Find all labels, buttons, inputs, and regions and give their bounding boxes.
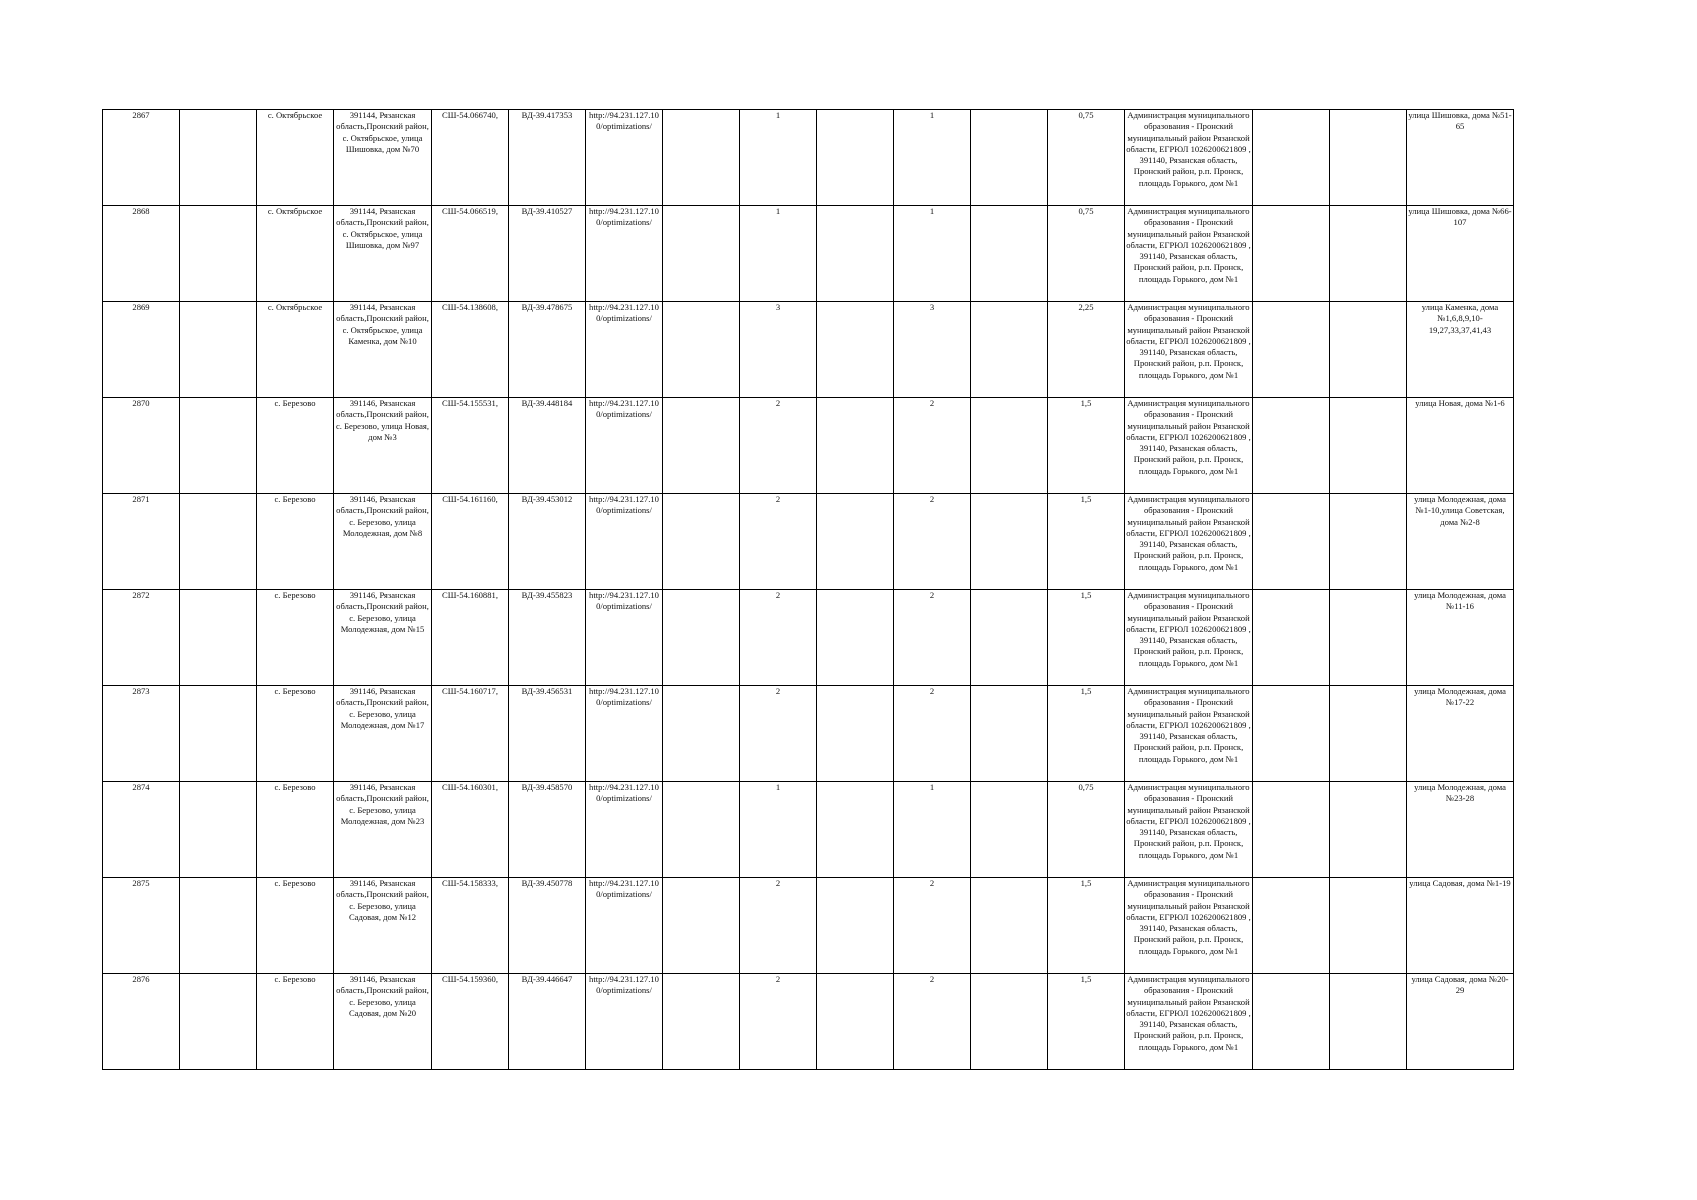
empty-cell — [180, 494, 257, 590]
empty-cell — [971, 686, 1048, 782]
served-objects-cell: улица Новая, дома №1-6 — [1407, 398, 1514, 494]
empty-cell — [180, 974, 257, 1070]
volume-cell: 0,75 — [1048, 206, 1125, 302]
settlement-cell: с. Березово — [257, 590, 334, 686]
owner-cell: Администрация муниципального образования - Пронский муниципальный район Рязанской области, ЕГРЮЛ 1026200621809 , 391140, Рязанская область, Пронский район, р.п. Пронск, площадь Горького, дом №1 — [1125, 494, 1253, 590]
address-cell: 391146, Рязанская область,Пронский район, с. Березово, улица Садовая, дом №12 — [334, 878, 432, 974]
row-number-cell: 2874 — [103, 782, 180, 878]
longitude-cell: ВД-39.446647 — [509, 974, 586, 1070]
longitude-cell: ВД-39.450778 — [509, 878, 586, 974]
quantity-cell: 2 — [740, 494, 817, 590]
longitude-cell: ВД-39.458570 — [509, 782, 586, 878]
empty-cell — [663, 782, 740, 878]
latitude-cell: СШ-54.160717, — [432, 686, 509, 782]
quantity-cell: 1 — [740, 206, 817, 302]
empty-cell — [817, 686, 894, 782]
empty-cell — [1330, 302, 1407, 398]
settlement-cell: с. Березово — [257, 686, 334, 782]
empty-cell — [663, 974, 740, 1070]
latitude-cell: СШ-54.158333, — [432, 878, 509, 974]
empty-cell — [663, 206, 740, 302]
address-cell: 391146, Рязанская область,Пронский район, с. Березово, улица Молодежная, дом №8 — [334, 494, 432, 590]
quantity-cell: 2 — [894, 686, 971, 782]
quantity-cell: 2 — [894, 494, 971, 590]
table-row — [103, 110, 1514, 206]
owner-cell: Администрация муниципального образования - Пронский муниципальный район Рязанской области, ЕГРЮЛ 1026200621809 , 391140, Рязанская область, Пронский район, р.п. Пронск, площадь Горького, дом №1 — [1125, 878, 1253, 974]
row-number-cell: 2871 — [103, 494, 180, 590]
empty-cell — [1253, 686, 1330, 782]
longitude-cell: ВД-39.417353 — [509, 110, 586, 206]
served-objects-cell: улица Каменка, дома №1,6,8,9,10-19,27,33,37,41,43 — [1407, 302, 1514, 398]
address-cell: 391146, Рязанская область,Пронский район, с. Березово, улица Молодежная, дом №23 — [334, 782, 432, 878]
latitude-cell: СШ-54.066740, — [432, 110, 509, 206]
table-row — [103, 974, 1514, 1070]
table-row — [103, 782, 1514, 878]
settlement-cell: с. Березово — [257, 494, 334, 590]
served-objects-cell: улица Шишовка, дома №51-65 — [1407, 110, 1514, 206]
empty-cell — [1253, 302, 1330, 398]
owner-cell: Администрация муниципального образования - Пронский муниципальный район Рязанской области, ЕГРЮЛ 1026200621809 , 391140, Рязанская область, Пронский район, р.п. Пронск, площадь Горького, дом №1 — [1125, 398, 1253, 494]
quantity-cell: 3 — [740, 302, 817, 398]
volume-cell: 0,75 — [1048, 782, 1125, 878]
empty-cell — [817, 878, 894, 974]
empty-cell — [663, 302, 740, 398]
empty-cell — [1330, 974, 1407, 1070]
address-cell: 391144, Рязанская область,Пронский район, с. Октябрьское, улица Шишовка, дом №97 — [334, 206, 432, 302]
empty-cell — [817, 302, 894, 398]
longitude-cell: ВД-39.455823 — [509, 590, 586, 686]
empty-cell — [1253, 398, 1330, 494]
empty-cell — [817, 494, 894, 590]
empty-cell — [180, 686, 257, 782]
latitude-cell: СШ-54.066519, — [432, 206, 509, 302]
quantity-cell: 1 — [894, 206, 971, 302]
volume-cell: 2,25 — [1048, 302, 1125, 398]
empty-cell — [663, 878, 740, 974]
volume-cell: 0,75 — [1048, 110, 1125, 206]
quantity-cell: 2 — [740, 590, 817, 686]
url-cell: http://94.231.127.100/optimizations/ — [586, 590, 663, 686]
quantity-cell: 2 — [894, 878, 971, 974]
owner-cell: Администрация муниципального образования - Пронский муниципальный район Рязанской области, ЕГРЮЛ 1026200621809 , 391140, Рязанская область, Пронский район, р.п. Пронск, площадь Горького, дом №1 — [1125, 302, 1253, 398]
empty-cell — [1330, 206, 1407, 302]
row-number-cell: 2873 — [103, 686, 180, 782]
owner-cell: Администрация муниципального образования - Пронский муниципальный район Рязанской области, ЕГРЮЛ 1026200621809 , 391140, Рязанская область, Пронский район, р.п. Пронск, площадь Горького, дом №1 — [1125, 974, 1253, 1070]
volume-cell: 1,5 — [1048, 686, 1125, 782]
empty-cell — [663, 494, 740, 590]
longitude-cell: ВД-39.478675 — [509, 302, 586, 398]
url-cell: http://94.231.127.100/optimizations/ — [586, 974, 663, 1070]
row-number-cell: 2872 — [103, 590, 180, 686]
served-objects-cell: улица Садовая, дома №20-29 — [1407, 974, 1514, 1070]
volume-cell: 1,5 — [1048, 398, 1125, 494]
table-body — [103, 110, 1514, 1070]
empty-cell — [971, 398, 1048, 494]
empty-cell — [817, 782, 894, 878]
empty-cell — [180, 398, 257, 494]
table-row — [103, 878, 1514, 974]
settlement-cell: с. Октябрьское — [257, 206, 334, 302]
owner-cell: Администрация муниципального образования - Пронский муниципальный район Рязанской области, ЕГРЮЛ 1026200621809 , 391140, Рязанская область, Пронский район, р.п. Пронск, площадь Горького, дом №1 — [1125, 110, 1253, 206]
quantity-cell: 2 — [894, 590, 971, 686]
owner-cell: Администрация муниципального образования - Пронский муниципальный район Рязанской области, ЕГРЮЛ 1026200621809 , 391140, Рязанская область, Пронский район, р.п. Пронск, площадь Горького, дом №1 — [1125, 590, 1253, 686]
served-objects-cell: улица Шишовка, дома №66-107 — [1407, 206, 1514, 302]
empty-cell — [971, 974, 1048, 1070]
served-objects-cell: улица Молодежная, дома №23-28 — [1407, 782, 1514, 878]
quantity-cell: 2 — [740, 974, 817, 1070]
address-cell: 391146, Рязанская область,Пронский район, с. Березово, улица Садовая, дом №20 — [334, 974, 432, 1070]
empty-cell — [971, 206, 1048, 302]
url-cell: http://94.231.127.100/optimizations/ — [586, 302, 663, 398]
address-cell: 391144, Рязанская область,Пронский район, с. Октябрьское, улица Каменка, дом №10 — [334, 302, 432, 398]
volume-cell: 1,5 — [1048, 974, 1125, 1070]
empty-cell — [1330, 782, 1407, 878]
empty-cell — [1253, 590, 1330, 686]
row-number-cell: 2869 — [103, 302, 180, 398]
settlement-cell: с. Октябрьское — [257, 302, 334, 398]
address-cell: 391146, Рязанская область,Пронский район, с. Березово, улица Молодежная, дом №17 — [334, 686, 432, 782]
empty-cell — [1330, 110, 1407, 206]
empty-cell — [1330, 590, 1407, 686]
row-number-cell: 2867 — [103, 110, 180, 206]
settlement-cell: с. Березово — [257, 398, 334, 494]
row-number-cell: 2875 — [103, 878, 180, 974]
empty-cell — [817, 206, 894, 302]
quantity-cell: 1 — [894, 782, 971, 878]
empty-cell — [817, 974, 894, 1070]
quantity-cell: 2 — [894, 974, 971, 1070]
latitude-cell: СШ-54.160301, — [432, 782, 509, 878]
table-row — [103, 206, 1514, 302]
empty-cell — [1253, 206, 1330, 302]
empty-cell — [971, 590, 1048, 686]
table-row — [103, 494, 1514, 590]
settlement-cell: с. Березово — [257, 974, 334, 1070]
url-cell: http://94.231.127.100/optimizations/ — [586, 878, 663, 974]
empty-cell — [1253, 782, 1330, 878]
settlement-cell: с. Октябрьское — [257, 110, 334, 206]
empty-cell — [971, 494, 1048, 590]
longitude-cell: ВД-39.456531 — [509, 686, 586, 782]
empty-cell — [663, 686, 740, 782]
url-cell: http://94.231.127.100/optimizations/ — [586, 686, 663, 782]
volume-cell: 1,5 — [1048, 494, 1125, 590]
empty-cell — [663, 398, 740, 494]
empty-cell — [1330, 878, 1407, 974]
quantity-cell: 1 — [740, 782, 817, 878]
quantity-cell: 1 — [740, 110, 817, 206]
latitude-cell: СШ-54.159360, — [432, 974, 509, 1070]
empty-cell — [663, 110, 740, 206]
settlement-cell: с. Березово — [257, 878, 334, 974]
table-row — [103, 398, 1514, 494]
owner-cell: Администрация муниципального образования - Пронский муниципальный район Рязанской области, ЕГРЮЛ 1026200621809 , 391140, Рязанская область, Пронский район, р.п. Пронск, площадь Горького, дом №1 — [1125, 686, 1253, 782]
empty-cell — [180, 782, 257, 878]
address-cell: 391144, Рязанская область,Пронский район, с. Октябрьское, улица Шишовка, дом №70 — [334, 110, 432, 206]
url-cell: http://94.231.127.100/optimizations/ — [586, 494, 663, 590]
address-cell: 391146, Рязанская область,Пронский район, с. Березово, улица Молодежная, дом №15 — [334, 590, 432, 686]
latitude-cell: СШ-54.155531, — [432, 398, 509, 494]
container-sites-table — [102, 109, 1514, 1070]
table-row — [103, 590, 1514, 686]
url-cell: http://94.231.127.100/optimizations/ — [586, 206, 663, 302]
url-cell: http://94.231.127.100/optimizations/ — [586, 782, 663, 878]
served-objects-cell: улица Молодежная, дома №11-16 — [1407, 590, 1514, 686]
settlement-cell: с. Березово — [257, 782, 334, 878]
row-number-cell: 2870 — [103, 398, 180, 494]
volume-cell: 1,5 — [1048, 590, 1125, 686]
quantity-cell: 2 — [740, 878, 817, 974]
url-cell: http://94.231.127.100/optimizations/ — [586, 398, 663, 494]
empty-cell — [1253, 878, 1330, 974]
empty-cell — [180, 302, 257, 398]
table-row — [103, 686, 1514, 782]
empty-cell — [1330, 398, 1407, 494]
empty-cell — [971, 110, 1048, 206]
served-objects-cell: улица Молодежная, дома №17-22 — [1407, 686, 1514, 782]
latitude-cell: СШ-54.161160, — [432, 494, 509, 590]
quantity-cell: 2 — [894, 398, 971, 494]
owner-cell: Администрация муниципального образования - Пронский муниципальный район Рязанской области, ЕГРЮЛ 1026200621809 , 391140, Рязанская область, Пронский район, р.п. Пронск, площадь Горького, дом №1 — [1125, 206, 1253, 302]
empty-cell — [971, 782, 1048, 878]
empty-cell — [180, 878, 257, 974]
served-objects-cell: улица Молодежная, дома №1-10,улица Советская, дома №2-8 — [1407, 494, 1514, 590]
quantity-cell: 1 — [894, 110, 971, 206]
empty-cell — [1330, 494, 1407, 590]
empty-cell — [1330, 686, 1407, 782]
row-number-cell: 2876 — [103, 974, 180, 1070]
empty-cell — [663, 590, 740, 686]
address-cell: 391146, Рязанская область,Пронский район, с. Березово, улица Новая, дом №3 — [334, 398, 432, 494]
empty-cell — [1253, 110, 1330, 206]
longitude-cell: ВД-39.453012 — [509, 494, 586, 590]
empty-cell — [971, 878, 1048, 974]
empty-cell — [180, 110, 257, 206]
quantity-cell: 3 — [894, 302, 971, 398]
served-objects-cell: улица Садовая, дома №1-19 — [1407, 878, 1514, 974]
row-number-cell: 2868 — [103, 206, 180, 302]
volume-cell: 1,5 — [1048, 878, 1125, 974]
empty-cell — [1253, 494, 1330, 590]
empty-cell — [180, 206, 257, 302]
quantity-cell: 2 — [740, 398, 817, 494]
latitude-cell: СШ-54.138608, — [432, 302, 509, 398]
empty-cell — [180, 590, 257, 686]
empty-cell — [817, 590, 894, 686]
longitude-cell: ВД-39.410527 — [509, 206, 586, 302]
empty-cell — [817, 398, 894, 494]
empty-cell — [971, 302, 1048, 398]
longitude-cell: ВД-39.448184 — [509, 398, 586, 494]
table-row — [103, 302, 1514, 398]
latitude-cell: СШ-54.160881, — [432, 590, 509, 686]
quantity-cell: 2 — [740, 686, 817, 782]
empty-cell — [817, 110, 894, 206]
owner-cell: Администрация муниципального образования - Пронский муниципальный район Рязанской области, ЕГРЮЛ 1026200621809 , 391140, Рязанская область, Пронский район, р.п. Пронск, площадь Горького, дом №1 — [1125, 782, 1253, 878]
url-cell: http://94.231.127.100/optimizations/ — [586, 110, 663, 206]
empty-cell — [1253, 974, 1330, 1070]
